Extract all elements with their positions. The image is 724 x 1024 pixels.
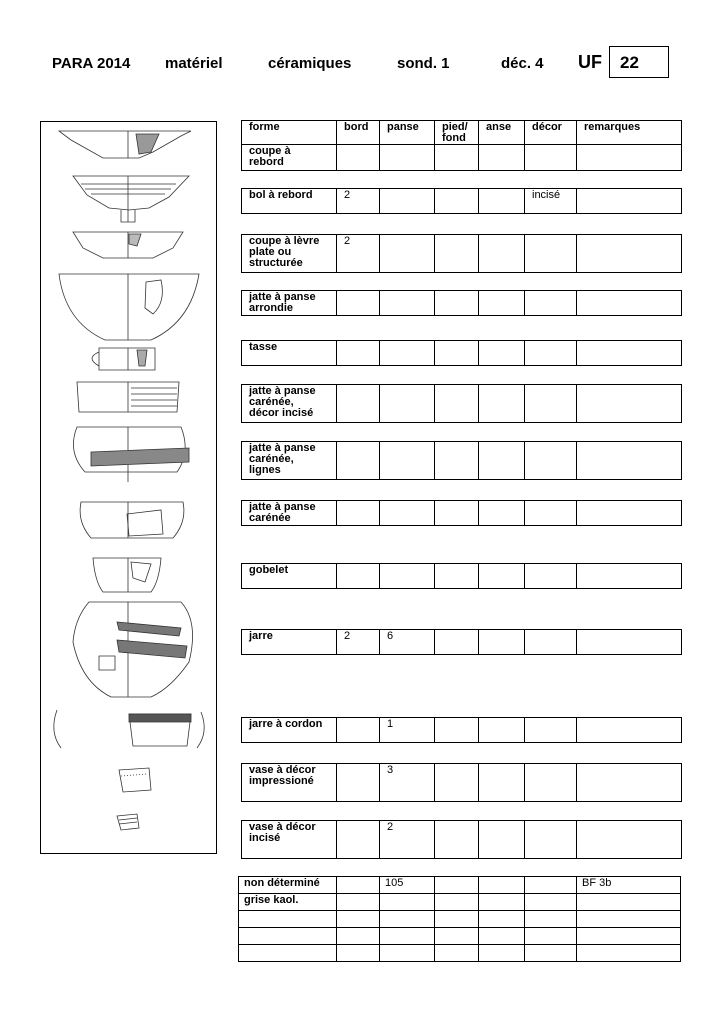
cell-panse: 1 bbox=[380, 718, 435, 743]
cell-panse bbox=[380, 442, 435, 480]
cell-panse bbox=[380, 564, 435, 589]
table-row bbox=[239, 928, 681, 945]
column-header-pied-fond: pied/ fond bbox=[435, 121, 479, 145]
cell-bord bbox=[337, 911, 380, 928]
material-label: céramiques bbox=[268, 55, 352, 72]
column-header-anse: anse bbox=[479, 121, 525, 145]
cell-forme: coupe à lèvre plate ou structurée bbox=[242, 235, 337, 273]
cell-bord bbox=[337, 718, 380, 743]
cell-pied bbox=[435, 145, 479, 171]
form-row-table bbox=[241, 763, 682, 802]
form-row-table bbox=[241, 820, 682, 859]
cell-forme: tasse bbox=[242, 341, 337, 366]
cell-pied bbox=[435, 564, 479, 589]
table-row bbox=[242, 564, 682, 589]
column-header-forme: forme bbox=[242, 121, 337, 145]
cell-decor bbox=[525, 385, 577, 423]
column-header-remarques: remarques bbox=[577, 121, 682, 145]
cell-decor bbox=[525, 764, 577, 802]
cell-forme: jarre à cordon bbox=[242, 718, 337, 743]
cell-forme: gobelet bbox=[242, 564, 337, 589]
table-row bbox=[239, 894, 681, 911]
cell-pied bbox=[435, 945, 479, 962]
cell-pied bbox=[435, 630, 479, 655]
cell-panse bbox=[380, 894, 435, 911]
cell-remarques bbox=[577, 442, 682, 480]
uf-label: UF bbox=[578, 52, 602, 72]
cell-anse bbox=[479, 821, 525, 859]
cell-decor bbox=[525, 145, 577, 171]
cell-panse: 6 bbox=[380, 630, 435, 655]
cell-bord bbox=[337, 564, 380, 589]
cell-anse bbox=[479, 894, 525, 911]
cell-forme: vase à décor incisé bbox=[242, 821, 337, 859]
cell-decor bbox=[525, 894, 577, 911]
cell-anse bbox=[479, 877, 525, 894]
cell-pied bbox=[435, 291, 479, 316]
cell-pied bbox=[435, 718, 479, 743]
column-header-panse: panse bbox=[380, 121, 435, 145]
table-row bbox=[242, 189, 682, 214]
cell-panse bbox=[380, 945, 435, 962]
cell-forme bbox=[239, 928, 337, 945]
cell-forme: non déterminé bbox=[239, 877, 337, 894]
cell-remarques bbox=[577, 928, 681, 945]
form-row-table bbox=[241, 384, 682, 423]
cell-pied bbox=[435, 189, 479, 214]
cell-remarques bbox=[577, 718, 682, 743]
cell-panse bbox=[380, 341, 435, 366]
cell-forme: jatte à panse carénée, lignes bbox=[242, 442, 337, 480]
cell-anse bbox=[479, 341, 525, 366]
cell-pied bbox=[435, 764, 479, 802]
cell-bord: 2 bbox=[337, 235, 380, 273]
cell-forme bbox=[239, 945, 337, 962]
sondage-label: sond. 1 bbox=[397, 55, 450, 72]
table-row bbox=[239, 945, 681, 962]
cell-pied bbox=[435, 501, 479, 526]
cell-decor bbox=[525, 442, 577, 480]
table-row bbox=[242, 718, 682, 743]
uf-value-box bbox=[609, 46, 669, 78]
table-row bbox=[242, 341, 682, 366]
cell-pied bbox=[435, 821, 479, 859]
cell-bord bbox=[337, 385, 380, 423]
cell-bord bbox=[337, 928, 380, 945]
cell-panse bbox=[380, 235, 435, 273]
form-row-table bbox=[241, 441, 682, 480]
cell-remarques bbox=[577, 894, 681, 911]
cell-forme: grise kaol. bbox=[239, 894, 337, 911]
cell-remarques bbox=[577, 341, 682, 366]
cell-pied bbox=[435, 877, 479, 894]
form-row-table bbox=[241, 340, 682, 366]
cell-anse bbox=[479, 501, 525, 526]
cell-decor bbox=[525, 564, 577, 589]
table-row bbox=[242, 821, 682, 859]
cell-bord: 2 bbox=[337, 189, 380, 214]
cell-panse: 105 bbox=[380, 877, 435, 894]
cell-panse bbox=[380, 928, 435, 945]
cell-forme: vase à décor impressioné bbox=[242, 764, 337, 802]
cell-forme: jatte à panse carénée bbox=[242, 501, 337, 526]
form-row-table bbox=[241, 188, 682, 214]
cell-decor bbox=[525, 877, 577, 894]
cell-pied bbox=[435, 911, 479, 928]
cell-forme: coupe à rebord bbox=[242, 145, 337, 171]
cell-anse bbox=[479, 385, 525, 423]
cell-decor bbox=[525, 235, 577, 273]
cell-decor bbox=[525, 630, 577, 655]
cell-bord bbox=[337, 442, 380, 480]
cell-panse: 3 bbox=[380, 764, 435, 802]
cell-anse bbox=[479, 630, 525, 655]
cell-forme bbox=[239, 911, 337, 928]
cell-anse bbox=[479, 291, 525, 316]
cell-bord bbox=[337, 877, 380, 894]
cell-panse bbox=[380, 291, 435, 316]
cell-panse bbox=[380, 189, 435, 214]
cell-remarques bbox=[577, 911, 681, 928]
table-row bbox=[242, 145, 682, 171]
cell-remarques bbox=[577, 235, 682, 273]
cell-panse bbox=[380, 385, 435, 423]
cell-remarques bbox=[577, 385, 682, 423]
cell-anse bbox=[479, 718, 525, 743]
cell-pied bbox=[435, 442, 479, 480]
cell-decor bbox=[525, 821, 577, 859]
cell-anse bbox=[479, 911, 525, 928]
cell-decor bbox=[525, 928, 577, 945]
cell-decor bbox=[525, 911, 577, 928]
cell-pied bbox=[435, 928, 479, 945]
cell-remarques bbox=[577, 630, 682, 655]
cell-forme: bol à rebord bbox=[242, 189, 337, 214]
cell-anse bbox=[479, 189, 525, 214]
cell-decor bbox=[525, 341, 577, 366]
cell-bord bbox=[337, 821, 380, 859]
form-row-table bbox=[241, 563, 682, 589]
cell-remarques bbox=[577, 945, 681, 962]
cell-forme: jatte à panse arrondie bbox=[242, 291, 337, 316]
form-row-table bbox=[241, 717, 682, 743]
form-row-table bbox=[241, 144, 682, 171]
table-row bbox=[239, 911, 681, 928]
form-row-table bbox=[241, 234, 682, 273]
cell-decor bbox=[525, 945, 577, 962]
uf-value: 22 bbox=[620, 53, 639, 72]
cell-bord bbox=[337, 145, 380, 171]
cell-forme: jarre bbox=[242, 630, 337, 655]
table-row bbox=[242, 235, 682, 273]
cell-remarques bbox=[577, 501, 682, 526]
cell-panse: 2 bbox=[380, 821, 435, 859]
cell-panse bbox=[380, 145, 435, 171]
pottery-profiles-drawing bbox=[41, 122, 218, 855]
cell-remarques bbox=[577, 821, 682, 859]
cell-decor bbox=[525, 501, 577, 526]
site-label: PARA 2014 bbox=[52, 55, 131, 72]
category-label: matériel bbox=[165, 55, 223, 72]
form-row-table bbox=[241, 290, 682, 316]
cell-decor bbox=[525, 291, 577, 316]
table-row bbox=[242, 630, 682, 655]
column-header-decor: décor bbox=[525, 121, 577, 145]
cell-remarques bbox=[577, 189, 682, 214]
cell-anse bbox=[479, 945, 525, 962]
table-row bbox=[242, 764, 682, 802]
table-row bbox=[242, 291, 682, 316]
table-row bbox=[242, 442, 682, 480]
cell-anse bbox=[479, 442, 525, 480]
table-row bbox=[239, 877, 681, 894]
cell-remarques bbox=[577, 564, 682, 589]
cell-bord bbox=[337, 501, 380, 526]
cell-anse bbox=[479, 928, 525, 945]
cell-pied bbox=[435, 385, 479, 423]
cell-remarques bbox=[577, 145, 682, 171]
cell-bord bbox=[337, 291, 380, 316]
column-header-bord: bord bbox=[337, 121, 380, 145]
decapage-label: déc. 4 bbox=[501, 55, 544, 72]
table-row bbox=[242, 501, 682, 526]
cell-bord bbox=[337, 945, 380, 962]
cell-remarques: BF 3b bbox=[577, 877, 681, 894]
cell-bord: 2 bbox=[337, 630, 380, 655]
cell-panse bbox=[380, 501, 435, 526]
cell-decor: incisé bbox=[525, 189, 577, 214]
form-row-table bbox=[241, 629, 682, 655]
bottom-summary-table bbox=[238, 876, 681, 962]
cell-anse bbox=[479, 235, 525, 273]
cell-decor bbox=[525, 718, 577, 743]
cell-pied bbox=[435, 235, 479, 273]
cell-anse bbox=[479, 764, 525, 802]
cell-pied bbox=[435, 341, 479, 366]
table-row bbox=[242, 385, 682, 423]
cell-remarques bbox=[577, 764, 682, 802]
cell-panse bbox=[380, 911, 435, 928]
cell-bord bbox=[337, 341, 380, 366]
cell-anse bbox=[479, 564, 525, 589]
form-row-table bbox=[241, 500, 682, 526]
cell-pied bbox=[435, 894, 479, 911]
cell-anse bbox=[479, 145, 525, 171]
cell-bord bbox=[337, 764, 380, 802]
cell-bord bbox=[337, 894, 380, 911]
cell-remarques bbox=[577, 291, 682, 316]
cell-forme: jatte à panse carénée, décor incisé bbox=[242, 385, 337, 423]
pottery-drawings-panel bbox=[40, 121, 217, 854]
column-header-table bbox=[241, 120, 682, 145]
